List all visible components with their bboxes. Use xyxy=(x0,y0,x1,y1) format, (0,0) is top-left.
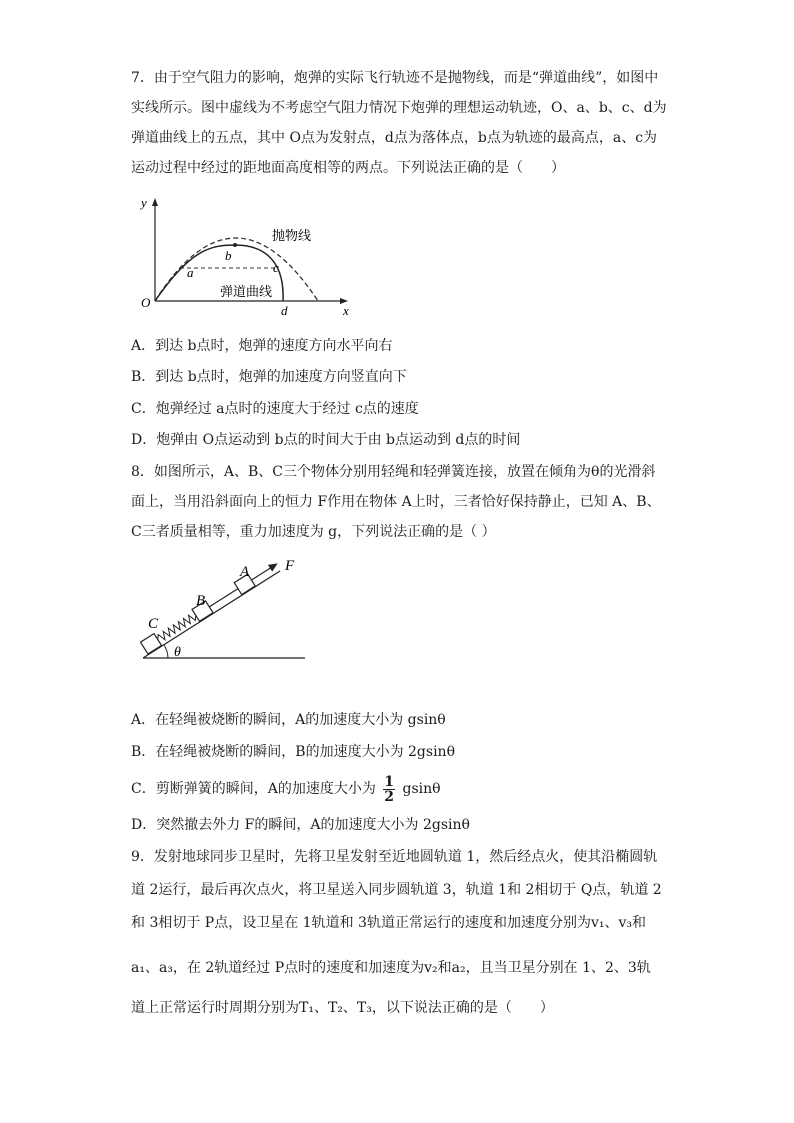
q8-option-b: B．在轻绳被烧断的瞬间，B的加速度大小为 2gsinθ xyxy=(131,744,456,760)
label-theta: θ xyxy=(174,645,181,660)
q8-option-d: D．突然撤去外力 F的瞬间，A的加速度大小为 2gsinθ xyxy=(131,817,470,833)
q9-line-5: 道上正常运行时周期分别为T₁、T₂、T₃，以下说法正确的是（ ） xyxy=(131,1000,554,1016)
q8-option-c-suffix: gsinθ xyxy=(402,781,441,797)
point-c-label: c xyxy=(273,260,279,275)
q7-option-a: A．到达 b点时，炮弹的速度方向水平向右 xyxy=(131,338,393,354)
trajectory-figure xyxy=(135,195,355,320)
label-c: C xyxy=(148,616,159,632)
q7-line-4: 运动过程中经过的距地面高度相等的两点。下列说法正确的是（ ） xyxy=(131,160,565,176)
origin-label: O xyxy=(141,295,151,310)
q7-line-3: 弹道曲线上的五点，其中 O点为发射点，d点为落体点，b点为轨迹的最高点，a、c为 xyxy=(131,130,658,146)
point-b-label: b xyxy=(225,248,232,263)
q8-option-c xyxy=(131,772,441,806)
q7-line-2: 实线所示。图中虚线为不考虑空气阻力情况下炮弹的理想运动轨迹，O、a、b、c、d为 xyxy=(131,100,667,116)
point-d-label: d xyxy=(281,303,288,318)
q8-line-3: C三者质量相等，重力加速度为 g，下列说法正确的是（ ） xyxy=(131,524,496,540)
fraction-denominator: 2 xyxy=(384,788,395,805)
ballistic-label: 弹道曲线 xyxy=(220,284,273,299)
q9-line-3: 和 3相切于 P点，设卫星在 1轨道和 3轨道正常运行的速度和加速度分别为v₁、v₃和 xyxy=(131,915,646,931)
fraction xyxy=(383,775,395,804)
label-a: A xyxy=(240,564,250,580)
point-a-label: a xyxy=(187,265,194,280)
q9-line-1: 9．发射地球同步卫星时，先将卫星发射至近地圆轨道 1，然后经点火，使其沿椭圆轨 xyxy=(131,849,658,865)
rope xyxy=(209,589,238,607)
label-b: B xyxy=(196,593,206,609)
fraction-numerator: 1 xyxy=(384,773,395,790)
q8-line-2: 面上，当用沿斜面向上的恒力 F作用在物体 A上时，三者恰好保持静止，已知 A、B、 xyxy=(131,494,661,510)
q9-line-2: 道 2运行，最后再次点火，将卫星送入同步圆轨道 3，轨道 1和 2相切于 Q点，轨道 2 xyxy=(131,882,662,898)
label-f: F xyxy=(285,558,295,574)
incline-figure xyxy=(140,555,315,667)
q8-option-a: A．在轻绳被烧断的瞬间，A的加速度大小为 gsinθ xyxy=(131,712,446,728)
q7-option-b: B．到达 b点时，炮弹的加速度方向竖直向下 xyxy=(131,369,407,385)
q8-line-1: 8．如图所示，A、B、C三个物体分别用轻绳和轻弹簧连接，放置在倾角为θ的光滑斜 xyxy=(131,464,656,480)
q8-option-c-prefix: C．剪断弹簧的瞬间，A的加速度大小为 xyxy=(131,781,376,797)
force-arrow-icon xyxy=(268,560,280,572)
q7-option-d: D．炮弹由 O点运动到 b点的时间大于由 b点运动到 d点的时间 xyxy=(131,432,521,448)
q7-option-c: C．炮弹经过 a点时的速度大于经过 c点的速度 xyxy=(131,401,419,417)
q7-line-1: 7．由于空气阻力的影响，炮弹的实际飞行轨迹不是抛物线，而是“弹道曲线”，如图中 xyxy=(131,70,659,86)
y-axis-label: y xyxy=(141,195,147,210)
x-axis-label: x xyxy=(343,303,349,318)
q9-line-4: a₁、a₃，在 2轨道经过 P点时的速度和加速度为v₂和a₂，且当卫星分别在 1、2、3轨 xyxy=(131,960,651,976)
parabola-label: 抛物线 xyxy=(272,228,312,243)
